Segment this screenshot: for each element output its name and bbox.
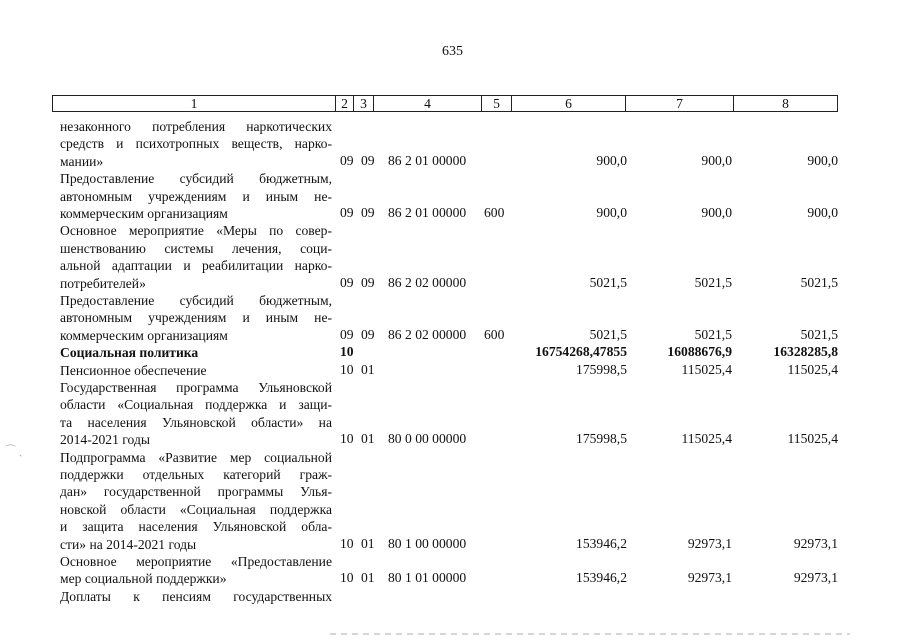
section-code: 10 bbox=[340, 570, 354, 586]
subsection-code: 01 bbox=[361, 361, 375, 377]
scan-artifact-line bbox=[330, 633, 850, 635]
subsection-code: 09 bbox=[361, 204, 375, 220]
row-description bbox=[60, 222, 332, 292]
header-col-8: 8 bbox=[782, 96, 789, 111]
value-col-6: 153946,2 bbox=[576, 535, 627, 551]
table-row bbox=[0, 379, 905, 449]
subsection-code: 01 bbox=[361, 570, 375, 586]
value-col-7: 92973,1 bbox=[687, 570, 732, 586]
table-row bbox=[0, 170, 905, 222]
row-description bbox=[60, 344, 332, 361]
description-line: и защита населения Ульяновской обла- bbox=[60, 519, 332, 535]
value-col-7: 900,0 bbox=[701, 204, 732, 220]
subsection-code: 09 bbox=[361, 274, 375, 290]
value-col-8: 92973,1 bbox=[793, 570, 838, 586]
value-col-6: 5021,5 bbox=[589, 326, 627, 342]
description-line: Предоставление субсидий бюджетным, bbox=[60, 293, 332, 308]
row-description bbox=[60, 379, 332, 449]
expense-type-code: 600 bbox=[484, 204, 505, 220]
value-col-8: 16328285,8 bbox=[773, 344, 838, 360]
description-line: потребителей» bbox=[60, 275, 146, 291]
target-article-code: 80 0 00 00000 bbox=[388, 431, 467, 447]
subsection-code: 09 bbox=[361, 326, 375, 342]
description-line: 2014-2021 годы bbox=[60, 432, 150, 448]
description-line: Предоставление субсидий бюджетным, bbox=[60, 171, 332, 187]
table-row bbox=[0, 292, 905, 344]
description-line: Подпрограмма «Развитие мер социальной bbox=[60, 449, 332, 465]
description-line: Социальная политика bbox=[60, 345, 199, 361]
description-line: альной адаптации и реабилитации нарко- bbox=[60, 258, 332, 274]
header-col-4: 4 bbox=[374, 96, 482, 111]
row-description bbox=[60, 170, 332, 222]
row-description bbox=[60, 362, 332, 379]
table-row bbox=[0, 588, 905, 605]
section-code: 10 bbox=[340, 431, 354, 447]
row-description bbox=[60, 118, 332, 170]
description-line: незаконного потребления наркотических bbox=[60, 119, 332, 134]
target-article-code: 80 1 00 00000 bbox=[388, 535, 467, 551]
value-col-7: 92973,1 bbox=[687, 535, 732, 551]
row-description bbox=[60, 588, 332, 605]
value-col-8: 5021,5 bbox=[800, 274, 838, 290]
description-line: Доплаты к пенсиям государственных bbox=[60, 588, 332, 604]
table-row bbox=[0, 222, 905, 292]
value-col-6: 16754268,47855 bbox=[535, 344, 627, 360]
section-code: 10 bbox=[340, 361, 354, 377]
description-line: области «Социальная поддержка и защи- bbox=[60, 397, 332, 413]
target-article-code: 86 2 02 00000 bbox=[388, 274, 467, 290]
description-line: дан» государственной программы Улья- bbox=[60, 484, 332, 500]
description-line: автономным учреждениям и иным не- bbox=[60, 188, 332, 204]
value-col-6: 900,0 bbox=[596, 204, 627, 220]
margin-mark: ⌒ ˎ bbox=[5, 445, 23, 457]
header-col-7: 7 bbox=[626, 96, 734, 111]
table-row bbox=[0, 344, 905, 361]
table-row bbox=[0, 362, 905, 379]
expense-type-code: 600 bbox=[484, 326, 505, 342]
description-line: поддержки отдельных категорий граж- bbox=[60, 466, 332, 482]
description-line: Основное мероприятие «Меры по совер- bbox=[60, 223, 332, 239]
page-number: 635 bbox=[442, 44, 463, 59]
subsection-code: 01 bbox=[361, 535, 375, 551]
target-article-code: 86 2 01 00000 bbox=[388, 204, 467, 220]
description-line: средств и психотропных веществ, нарко- bbox=[60, 136, 332, 152]
description-line: коммерческим организациям bbox=[60, 327, 228, 343]
subsection-code: 09 bbox=[361, 152, 375, 168]
row-description bbox=[60, 292, 332, 344]
value-col-6: 900,0 bbox=[596, 152, 627, 168]
value-col-7: 5021,5 bbox=[694, 326, 732, 342]
row-description bbox=[60, 449, 332, 553]
value-col-8: 900,0 bbox=[807, 204, 838, 220]
header-col-1: 1 bbox=[53, 96, 336, 111]
description-line: автономным учреждениям и иным не- bbox=[60, 310, 332, 326]
header-col-5: 5 bbox=[482, 96, 512, 111]
row-description bbox=[60, 553, 332, 588]
value-col-7: 5021,5 bbox=[694, 274, 732, 290]
target-article-code: 80 1 01 00000 bbox=[388, 570, 467, 586]
section-code: 09 bbox=[340, 204, 354, 220]
description-line: та населения Ульяновской области» на bbox=[60, 414, 332, 430]
target-article-code: 86 2 01 00000 bbox=[388, 152, 467, 168]
description-line: мер социальной поддержки» bbox=[60, 571, 227, 587]
value-col-7: 16088676,9 bbox=[667, 344, 732, 360]
value-col-7: 900,0 bbox=[701, 152, 732, 168]
subsection-code: 01 bbox=[361, 431, 375, 447]
table-row bbox=[0, 118, 905, 170]
description-line: коммерческим организациям bbox=[60, 205, 228, 221]
section-code: 09 bbox=[340, 152, 354, 168]
description-line: Государственная программа Ульяновской bbox=[60, 380, 332, 395]
header-col-2: 2 bbox=[336, 96, 354, 111]
value-col-8: 900,0 bbox=[807, 152, 838, 168]
target-article-code: 86 2 02 00000 bbox=[388, 326, 467, 342]
section-code: 10 bbox=[340, 535, 354, 551]
value-col-7: 115025,4 bbox=[681, 431, 732, 447]
section-code: 09 bbox=[340, 326, 354, 342]
value-col-7: 115025,4 bbox=[681, 361, 732, 377]
value-col-8: 115025,4 bbox=[787, 361, 838, 377]
value-col-8: 92973,1 bbox=[793, 535, 838, 551]
description-line: Пенсионное обеспечение bbox=[60, 362, 207, 378]
section-code: 10 bbox=[340, 344, 354, 360]
value-col-6: 153946,2 bbox=[576, 570, 627, 586]
description-line: мании» bbox=[60, 153, 104, 169]
value-col-8: 5021,5 bbox=[800, 326, 838, 342]
section-code: 09 bbox=[340, 274, 354, 290]
value-col-8: 115025,4 bbox=[787, 431, 838, 447]
table-row bbox=[0, 553, 905, 588]
value-col-6: 175998,5 bbox=[576, 361, 627, 377]
description-line: Основное мероприятие «Предоставление bbox=[60, 554, 332, 569]
header-col-6: 6 bbox=[512, 96, 626, 111]
description-line: шенствованию системы лечения, соци- bbox=[60, 240, 332, 256]
value-col-6: 5021,5 bbox=[589, 274, 627, 290]
table-header bbox=[52, 95, 838, 112]
description-line: новской области «Социальная поддержка bbox=[60, 501, 332, 517]
description-line: сти» на 2014-2021 годы bbox=[60, 536, 197, 552]
header-col-3: 3 bbox=[354, 96, 374, 111]
table-row bbox=[0, 449, 905, 553]
value-col-6: 175998,5 bbox=[576, 431, 627, 447]
